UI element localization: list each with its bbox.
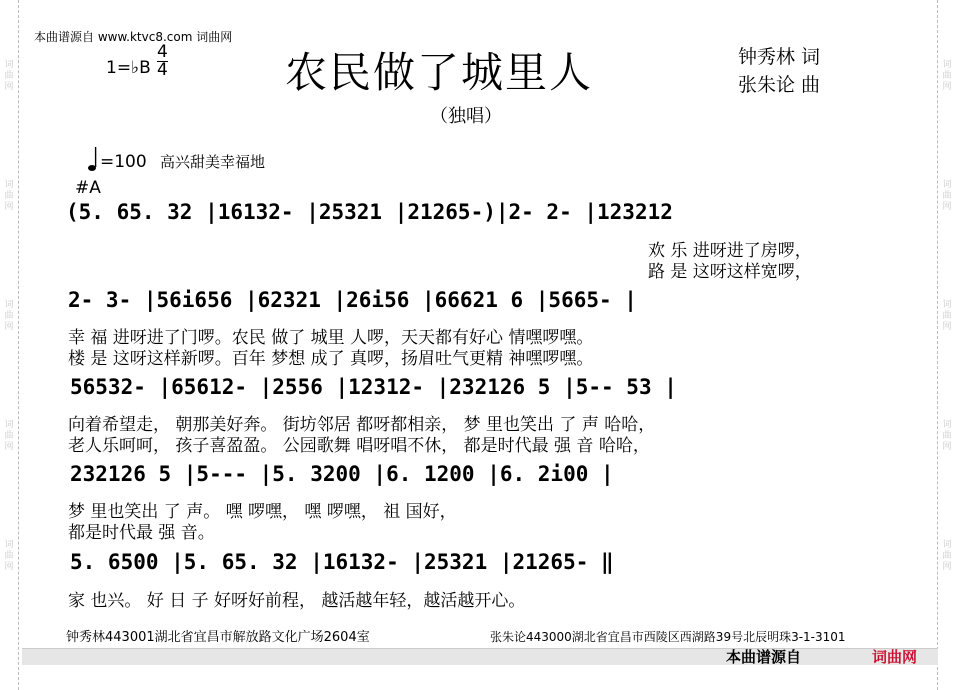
left-margin-strip xyxy=(0,0,19,690)
lyric-verse2: 都是时代最 强 音。 xyxy=(68,523,215,543)
notation-line: 5. 6500 |5. 65. 32 |16132- |25321 |21265- ‖ xyxy=(70,550,614,574)
lyric-verse1: 欢 乐 进呀进了房啰， xyxy=(648,241,812,261)
lyric-verse1: 梦 里也笑出 了 声。 嘿 啰嘿， 嘿 啰嘿， 祖 国好， xyxy=(68,502,457,522)
mood-marking: 高兴甜美幸福地 xyxy=(160,153,266,171)
watermark: 词曲网 xyxy=(4,420,14,452)
song-title: 农民做了城里人 xyxy=(285,48,594,97)
watermark: 词曲网 xyxy=(942,180,952,212)
notation-line: (5. 65. 32 |16132- |25321 |21265-)|2- 2- |123212 xyxy=(66,200,673,224)
watermark: 词曲网 xyxy=(942,540,952,572)
watermark: 词曲网 xyxy=(4,540,14,572)
lyricist-credit: 钟秀林 词 xyxy=(738,46,821,68)
time-numerator: 4 xyxy=(157,42,168,62)
time-signature xyxy=(157,44,168,79)
watermark: 词曲网 xyxy=(4,300,14,332)
site-header: 本曲谱源自 www.ktvc8.com 词曲网 xyxy=(34,30,233,44)
watermark: 词曲网 xyxy=(942,300,952,332)
lyricist-address: 钟秀林443001湖北省宜昌市解放路文化广场2604室 xyxy=(66,630,370,645)
watermark: 词曲网 xyxy=(942,420,952,452)
song-subtitle: （独唱） xyxy=(430,106,502,127)
time-denominator: 4 xyxy=(157,60,168,80)
key-signature: 1=♭B xyxy=(106,58,151,78)
notation-line: 56532- |65612- |2556 |12312- |232126 5 |5-- 53 | xyxy=(70,375,677,399)
lyric-verse1: 家 也兴。 好 日 子 好呀好前程， 越活越年轻，越活越开心。 xyxy=(68,591,526,611)
watermark: 词曲网 xyxy=(4,180,14,212)
lyric-verse2: 楼 是 这呀这样新啰。百年 梦想 成了 真啰，扬眉吐气更精 神嘿啰嘿。 xyxy=(68,349,594,369)
brand-text: 本曲谱源自 xyxy=(726,648,802,666)
watermark: 词曲网 xyxy=(942,60,952,92)
lyric-verse2: 老人乐呵呵， 孩子喜盈盈。 公园歌舞 唱呀唱不休， 都是时代最 强 音 哈哈， xyxy=(68,436,650,456)
brand-logo: 词曲网 xyxy=(872,648,918,666)
quarter-note-icon xyxy=(88,146,98,172)
notation-line: 2- 3- |56i656 |62321 |26i56 |66621 6 |5665- | xyxy=(68,288,637,312)
key-change: #A xyxy=(75,178,101,198)
notation-line: 232126 5 |5--- |5. 3200 |6. 1200 |6. 2i00 | xyxy=(70,462,614,486)
tempo-marking: =100 xyxy=(100,152,147,172)
lyric-verse2: 路 是 这呀这样宽啰， xyxy=(648,262,812,282)
lyric-verse1: 幸 福 进呀进了门啰。农民 做了 城里 人啰，天天都有好心 情嘿啰嘿。 xyxy=(68,328,594,348)
composer-address: 张朱论443000湖北省宜昌市西陵区西湖路39号北辰明珠3-1-3101 xyxy=(490,630,846,644)
right-margin-strip xyxy=(937,0,956,690)
lyric-verse1: 向着希望走， 朝那美好奔。 街坊邻居 都呀都相亲， 梦 里也笑出 了 声 哈哈， xyxy=(68,415,656,435)
watermark: 词曲网 xyxy=(4,60,14,92)
composer-credit: 张朱论 曲 xyxy=(738,74,821,96)
